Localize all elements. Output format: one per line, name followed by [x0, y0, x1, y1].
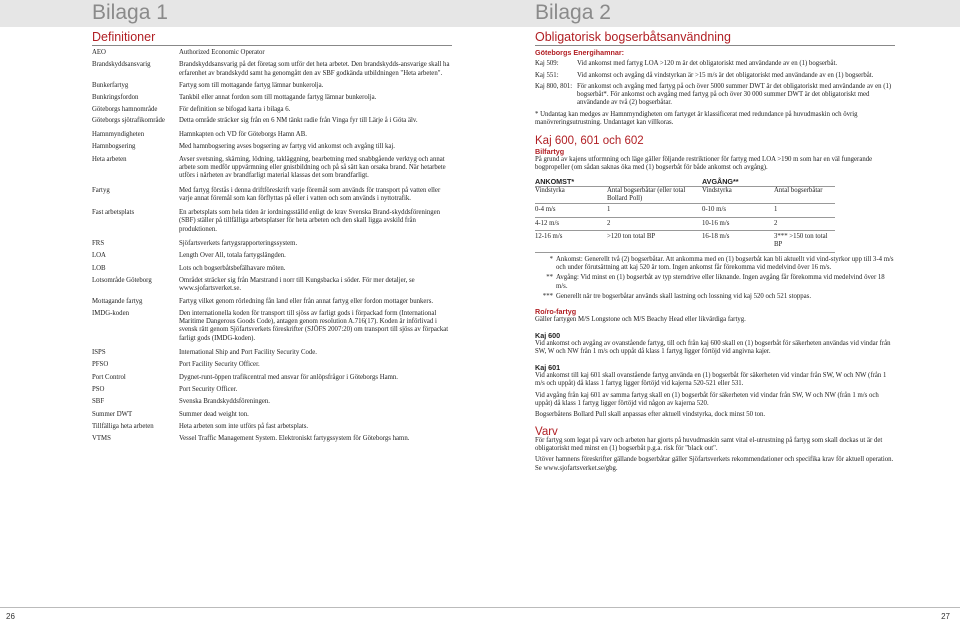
- definition-text: Detta område sträcker sig från en 6 NM tänkt radie från Vinga fyr till Lärje å i Göta älv.: [179, 116, 418, 124]
- definition-term: Summer DWT: [92, 410, 133, 418]
- kaj600-title: Kaj 600, 601 och 602: [535, 135, 644, 148]
- definition-row: [92, 386, 452, 394]
- definition-row: [92, 187, 452, 204]
- ankomst-header: ANKOMST*: [535, 178, 702, 187]
- definition-text: Authorized Economic Operator: [179, 49, 265, 56]
- definition-text: International Ship and Port Facility Security Code.: [179, 349, 317, 357]
- kaj-text: För ankomst och avgång med fartyg på och över 5000 summer DWT är det obligatoriskt med användande av en (1) bogserbåt*. För ankomst och avgång med fartyg på och över 30 000 summer DWT är det obligatoriskt med användande av två (2) bogserbåtar.: [577, 82, 892, 107]
- definition-term: Bunkringsfordon: [92, 94, 139, 102]
- appendix-title: Bilaga 1: [92, 1, 168, 24]
- varv-text: Utöver hamnens föreskrifter gällande bogserbåtar gäller Sjöfartsverkets rekommendationer och specifika krav för aktuell operation. Se www.sjofartsverket.se/gbg.: [535, 456, 894, 472]
- wind-table: [535, 178, 835, 253]
- definition-term: FRS: [92, 240, 105, 248]
- bilfartyg-text: På grund av kajens utformning och läge gäller följande restriktioner för fartyg med LOA >190 m som har en väl fungerande bogpropeller (om sådan saknas öka med (1) bogserbåt för både ankomst och avgång).: [535, 155, 873, 172]
- page-number: 26: [6, 612, 15, 621]
- table-cell: 0-10 m/s: [702, 204, 774, 217]
- definition-text: Fartyg vilket genom rörledning fån land eller från annat fartyg eller fordon mottager bunkers.: [179, 297, 434, 305]
- energi-row: [535, 60, 895, 68]
- energi-note: * Undantag kan medges av Hamnmyndigheten om fartyget är klassificerat med redundance på huvudmaskin och övrig manövreringsutrustning. Undantaget kan villkoras.: [535, 110, 858, 127]
- definition-term: Fast arbetsplats: [92, 209, 135, 217]
- table-cell: >120 ton total BP: [607, 231, 702, 253]
- definition-text: Summer dead weight ton.: [179, 410, 249, 418]
- footnote-mark: *: [549, 255, 553, 263]
- footnote-mark: **: [546, 274, 553, 282]
- footnote-mark: ***: [542, 292, 553, 300]
- kaj601-sub: Kaj 601: [535, 362, 561, 372]
- definition-row: [92, 374, 452, 382]
- definition-row: [92, 435, 452, 443]
- varv-text: För fartyg som legat på varv och arbeten har gjorts på huvudmaskin samt vital el-utrustning på fartyg som skall dockas ut är det obligatoriskt med minst en (1) bogserbåt p.g.a. risk för "black out".: [535, 436, 883, 452]
- definition-text: Fartyg som till mottagande fartyg lämnar bunkerolja.: [179, 81, 324, 89]
- kaj-text: Vid ankomst och avgång då vindstyrkan är >15 m/s är det obligatoriskt med användande av en (1) bogserbåt.: [577, 71, 874, 79]
- footnote: [535, 256, 895, 273]
- definition-row: [92, 117, 452, 125]
- energi-row: [535, 72, 895, 80]
- definition-term: Tillfälliga heta arbeten: [92, 422, 154, 430]
- table-cell: 16-18 m/s: [702, 231, 774, 253]
- definition-text: Hamnkapten och VD för Göteborgs Hamn AB.: [179, 131, 307, 139]
- kaj-text: Vid ankomst med fartyg LOA >120 m är det obligatoriskt med användande av en (1) bogserbåt.: [577, 60, 838, 68]
- definition-term: LOB: [92, 264, 106, 272]
- footnote-text: Avgång: Vid minst en (1) bogserbåt av typ sterndrive eller liknande. Ingen avgång får förekomma vid medelvind över 18 m/s.: [556, 274, 885, 290]
- definition-row: [92, 398, 452, 406]
- definition-text: Port Facility Security Officer.: [179, 361, 260, 369]
- definition-term: Lotsområde Göteborg: [92, 276, 152, 284]
- table-cell: 2: [774, 217, 835, 230]
- definition-text: Med hamnbogsering avses bogsering av fartyg vid ankomst och avgång till kaj.: [179, 143, 395, 151]
- table-cell: 12-16 m/s: [535, 231, 607, 253]
- table-cell: 1: [774, 204, 835, 217]
- footnote: [535, 274, 895, 291]
- definition-term: PSO: [92, 385, 105, 393]
- definition-text: Sjöfartsverkets fartygsrapporteringssystem.: [179, 240, 298, 248]
- definition-text: Lots och bogserbåtsbefälhavare möten.: [179, 264, 286, 272]
- definition-text: Length Over All, totala fartygslängden.: [179, 252, 286, 260]
- right-page: [480, 0, 960, 622]
- table-row: [535, 204, 835, 217]
- definition-term: Mottagande fartyg: [92, 297, 143, 305]
- section-rule: [535, 45, 895, 46]
- definition-row: [92, 310, 452, 343]
- definition-term: ISPS: [92, 349, 106, 357]
- kaj-label: Kaj 551:: [535, 71, 559, 79]
- section-title: Obligatorisk bogserbåtsanvändning: [535, 30, 731, 44]
- kaj600-text: Vid ankomst och avgång av ovanstående fartyg, till och från kaj 600 skall en (1) bogserbåt för säkerheten användas vid vindar från SW, W och NW från 1 m/s och uppåt då klass 1 fartyg ligger förtöjd vid angivna kajer.: [535, 340, 891, 356]
- definition-row: [92, 61, 452, 78]
- definition-row: [92, 361, 452, 369]
- definition-term: Göteborgs hamnområde: [92, 106, 158, 114]
- right-content: [535, 49, 895, 473]
- definition-row: [92, 423, 452, 431]
- definition-term: Fartyg: [92, 186, 110, 194]
- definition-text: Området sträcker sig från Marstrand i norr till Kungsbacka i söder. För mer detaljer, se www.sjofartsverket.se.: [179, 276, 415, 293]
- definition-text: Svenska Brandskyddsföreningen.: [179, 398, 270, 406]
- kaj-label: Kaj 509:: [535, 60, 559, 68]
- definition-row: [92, 349, 452, 357]
- roro-title: Ro/ro-fartyg: [535, 307, 577, 317]
- footer-rule: [0, 607, 960, 623]
- definition-term: IMDG-koden: [92, 309, 129, 317]
- definition-term: Hamnmyndigheten: [92, 131, 145, 139]
- table-cell: 10-16 m/s: [702, 217, 774, 230]
- definition-row: [92, 265, 452, 273]
- table-cell: 3*** >150 ton total BP: [774, 231, 835, 253]
- kaj600-sub: Kaj 600: [535, 330, 561, 340]
- col-antal: Antal bogserbåtar (eller total Bollard Poll): [607, 186, 702, 204]
- definition-term: LOA: [92, 252, 106, 260]
- definition-row: [92, 106, 452, 114]
- definition-row: [92, 252, 452, 260]
- energi-title: Göteborgs Energihamnar:: [535, 48, 625, 57]
- table-row: [535, 217, 835, 230]
- definition-text: För definition se bifogad karta i bilaga 6.: [179, 106, 291, 114]
- table-cell: 2: [607, 217, 702, 230]
- kaj601-text: Vid avgång från kaj 601 av samma fartyg skall en (1) bogserbåt för säkerheten vid vindar från SW, W och NW (från 1 m/s och uppåt) då klass 1 fartyg ligger förtöjd vid någon av kajerna 520.: [535, 391, 879, 407]
- col-vindstyrka: Vindstyrka: [702, 186, 774, 204]
- definition-term: AEO: [92, 49, 106, 56]
- section-title: Definitioner: [92, 30, 156, 44]
- header-band: [0, 0, 480, 27]
- definition-row: [92, 49, 452, 57]
- definition-text: En arbetsplats som hela tiden är iordningsställd enligt de krav Svenska Brand-skyddsföreningen (SBF) ställer på tillfälliga arbetsplatser för heta arbeten och den skall ligga avskild från produktionen.: [179, 209, 441, 233]
- definition-text: Med fartyg förstås i denna driftföreskrift varje föremål som används för transport på vatten eller varje annat föremål som kan förflyttas på eller i vatten och som används i nyttotrafik.: [179, 186, 441, 202]
- definition-row: [92, 82, 452, 90]
- footnote-text: Ankomst: Generellt två (2) bogserbåtar. Att ankomma med en (1) bogserbåt kan bli aktuellt vid vind-styrkor upp till 3-4 m/s och under förutsättning att kaj 520 är tom. Ingen ankomst får förekomma vid medelvind över 16 m/s.: [556, 255, 894, 271]
- kaj-label: Kaj 800, 801:: [535, 82, 573, 90]
- definition-term: PFSO: [92, 361, 109, 369]
- definition-row: [92, 94, 452, 102]
- table-cell: 4-12 m/s: [535, 217, 607, 230]
- definition-text: Heta arbeten som inte utförs på fast arbetsplats.: [179, 422, 309, 430]
- definition-row: [92, 209, 452, 234]
- definition-text: Avser svetsning, skärning, lödning, takläggning, bearbetning med snabbgående verktyg och annat arbete som medför uppvärmning eller gnistbildning och på så sätt kan orsaka brand. När hetarbete utförs i närheten av brandfarligt material klassas det som brandfarligt.: [179, 155, 446, 180]
- energi-row: [535, 83, 895, 108]
- definition-row: [92, 411, 452, 419]
- table-row: [535, 231, 835, 253]
- energi-rows: [535, 60, 895, 107]
- definition-term: Bunkerfartyg: [92, 81, 129, 89]
- definition-row: [92, 131, 452, 139]
- definition-row: [92, 143, 452, 151]
- definition-text: Tankbil eller annat fordon som till mottagande fartyg lämnar bunkerolja.: [179, 94, 377, 102]
- definition-row: [92, 156, 452, 181]
- definition-row: [92, 277, 452, 294]
- definition-row: [92, 298, 452, 306]
- definition-text: Port Security Officer.: [179, 385, 238, 393]
- table-cell: 0-4 m/s: [535, 204, 607, 217]
- definition-text: Den internationella koden för transport till sjöss av farligt gods i förpackad form (International Maritime Dangerous Goods Code), antagen genom resolution A.716(17). Koden är införlivad i svensk rätt genom Sjöfartsverkets föreskrifter (SJÖFS 2007:20) om transport till sjöss av förpackat farligt gods (IMDG-koden).: [179, 309, 449, 342]
- section-rule: [92, 45, 452, 46]
- definition-term: Brandskyddsansvarig: [92, 61, 151, 69]
- bilfartyg-title: Bilfartyg: [535, 146, 565, 156]
- definition-term: Port Control: [92, 373, 126, 381]
- definition-row: [92, 240, 452, 248]
- definition-term: SBF: [92, 398, 105, 406]
- notes: [535, 256, 895, 301]
- kaj601-text: Bogserbåtens Bollard Pull skall anpassas efter aktuell vindstyrka, dock minst 50 ton.: [535, 411, 766, 419]
- avgang-header: AVGÅNG**: [702, 178, 835, 187]
- page-number: 27: [941, 612, 950, 621]
- varv-title: Varv: [535, 426, 558, 439]
- left-page: [0, 0, 480, 622]
- roro-text: Gäller fartygen M/S Longstone och M/S Beachy Head eller likvärdiga fartyg.: [535, 316, 746, 324]
- col-vindstyrka: Vindstyrka: [535, 186, 607, 204]
- footnote-text: Generellt när tre bogserbåtar används skall lastning och lossning vid kaj 520 och 521 stoppas.: [556, 292, 812, 300]
- definition-term: Heta arbeten: [92, 155, 127, 163]
- definition-text: Brandskyddsansvarig på det företag som utför det heta arbetet. Den brandskydds-ansvarige skall ha erfarenhet av brandskydd samt ha genomgått den av SBF godkända utbildningen "Heta arbeten".: [179, 61, 450, 77]
- table-cell: 1: [607, 204, 702, 217]
- definition-text: Dygnet-runt-öppen trafikcentral med ansvar för anlöpsfrågor i Göteborgs Hamn.: [179, 373, 399, 381]
- kaj601-text: Vid ankomst till kaj 601 skall ovanstående fartyg använda en (1) bogserbåt för säkerheten vid vindar från SW, W och NW (från 1 m/s och uppåt) då klass 1 fartyg ligger förtöjd vid kajerna 520-521 eller 531.: [535, 371, 887, 388]
- col-antal: Antal bogserbåtar: [774, 186, 835, 204]
- definition-term: Göteborgs sjötrafikområde: [92, 116, 165, 124]
- definition-term: VTMS: [92, 435, 111, 443]
- appendix-title: Bilaga 2: [535, 1, 611, 24]
- definition-text: Vessel Traffic Management System. Elektroniskt fartygssystem för Göteborgs hamn.: [179, 435, 410, 443]
- definitions-list: [92, 49, 452, 447]
- footnote: [535, 293, 895, 301]
- definition-term: Hamnbogsering: [92, 143, 136, 151]
